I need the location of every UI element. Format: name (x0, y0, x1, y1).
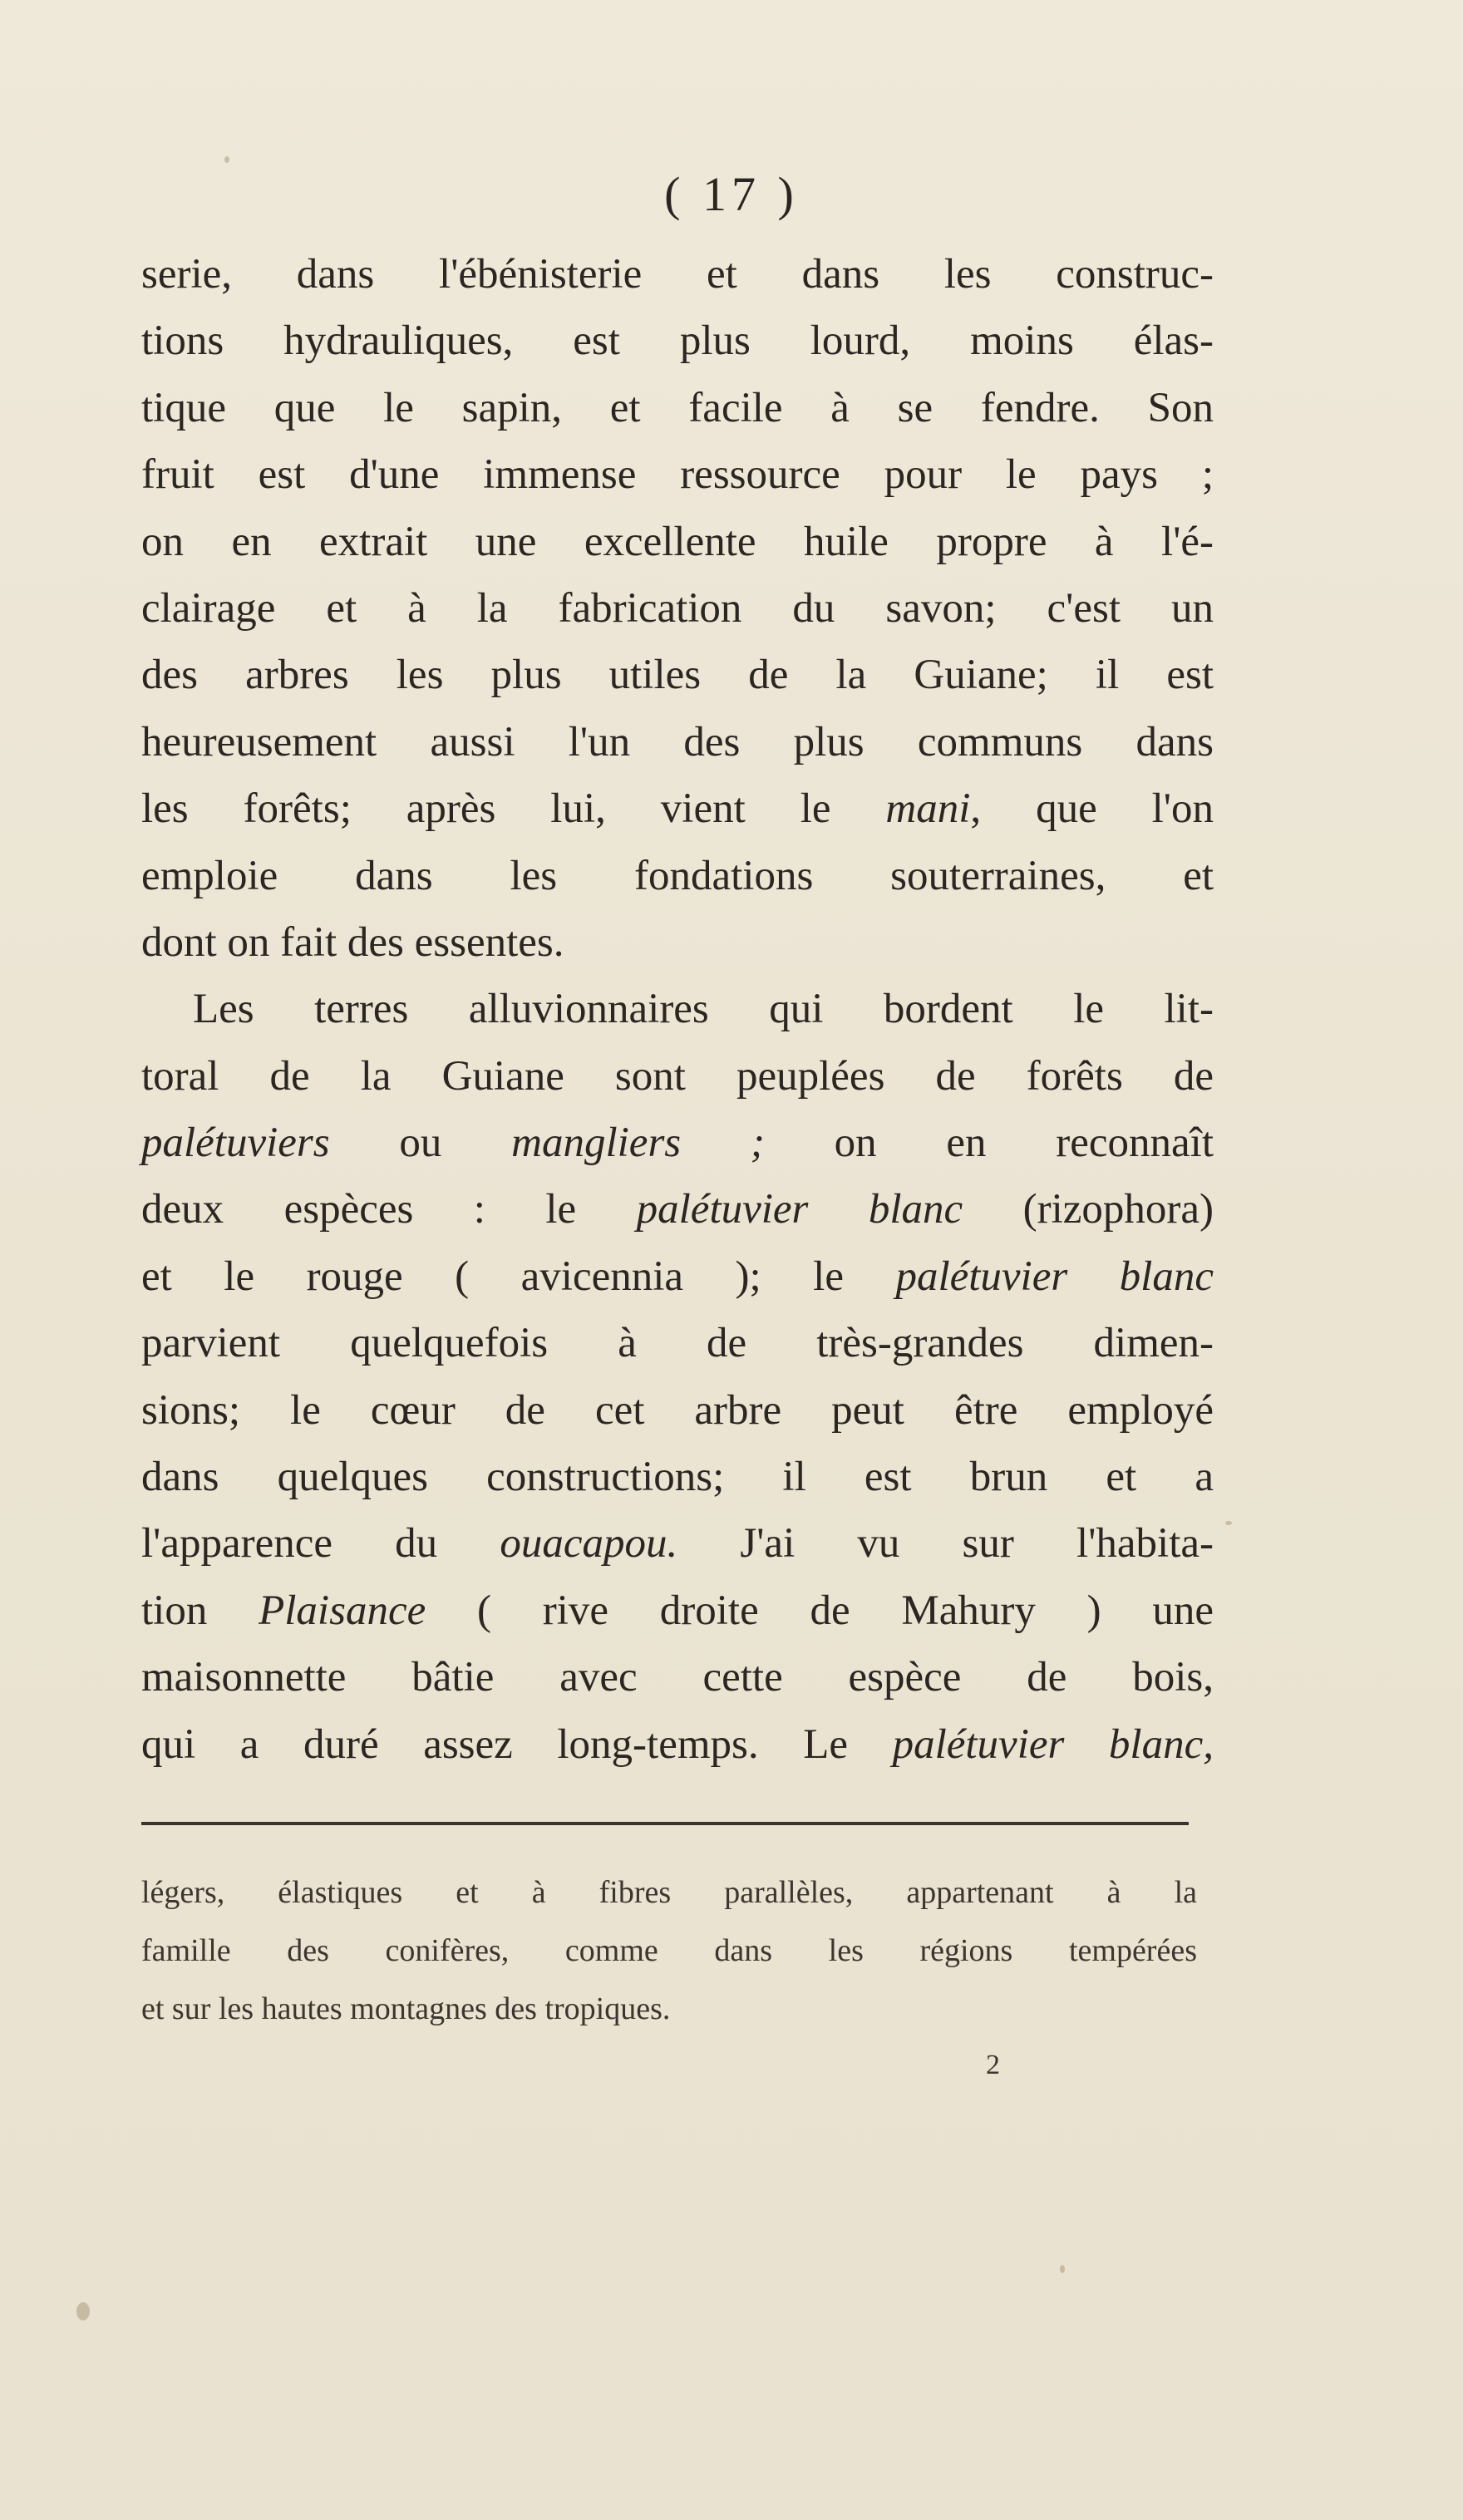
text-line: qui a duré assez long-temps. Le palétuvier blanc, (141, 1720, 1214, 1768)
text-line: palétuviers ou mangliers ; on en reconnaît (141, 1120, 1214, 1167)
page-number: ( 17 ) (664, 167, 799, 221)
text-line: parvient quelquefois à de très-grandes dimen- (141, 1320, 1214, 1367)
italic-term: palétuviers (141, 1120, 330, 1167)
signature-mark: 2 (986, 2050, 1000, 2080)
text-line: toral de la Guiane sont peuplées de forêts de (141, 1052, 1214, 1100)
text-line: on en extrait une excellente huile propre à l'é- (141, 518, 1214, 565)
text-line: clairage et à la fabrication du savon; c'est un (141, 584, 1214, 632)
text-line: deux espèces : le palétuvier blanc (rizophora) (141, 1186, 1214, 1233)
italic-term: palétuvier blanc (636, 1186, 963, 1233)
text-line: dont on fait des essentes. (141, 918, 564, 966)
italic-term: mani (885, 785, 971, 833)
footnote-divider (141, 1822, 1189, 1825)
text-line: emploie dans les fondations souterraines, et (141, 852, 1214, 899)
paper-speck (224, 156, 229, 163)
text-line: serie, dans l'ébénisterie et dans les construc- (141, 251, 1214, 298)
paper-speck (1225, 1521, 1232, 1525)
text-line: tion Plaisance ( rive droite de Mahury ) une (141, 1587, 1214, 1634)
text-line: l'apparence du ouacapou. J'ai vu sur l'habita- (141, 1520, 1214, 1568)
text-line: les forêts; après lui, vient le mani, que l'on (141, 785, 1214, 833)
text-line: et le rouge ( avicennia ); le palétuvier blanc (141, 1253, 1214, 1300)
italic-term: mangliers ; (511, 1120, 765, 1167)
text-line: fruit est d'une immense ressource pour le pays ; (141, 451, 1214, 499)
paper-speck (76, 2302, 90, 2321)
footnote-line: famille des conifères, comme dans les régions tempérées (141, 1933, 1197, 1968)
text-line: dans quelques constructions; il est brun et a (141, 1454, 1214, 1501)
text-line: tique que le sapin, et facile à se fendre. Son (141, 384, 1214, 431)
italic-term: ouacapou. (500, 1520, 678, 1568)
paper-speck (1060, 2265, 1065, 2273)
text-line: des arbres les plus utiles de la Guiane; il est (141, 652, 1214, 699)
text-line: Les terres alluvionnaires qui bordent le lit- (193, 986, 1214, 1033)
text-line: heureusement aussi l'un des plus communs dans (141, 718, 1214, 765)
italic-term: palétuvier blanc, (892, 1720, 1214, 1768)
body-text (141, 241, 1214, 1778)
text-line: sions; le cœur de cet arbre peut être employé (141, 1386, 1214, 1434)
footnote-line: et sur les hautes montagnes des tropiques. (141, 1991, 671, 2026)
italic-term: Plaisance (259, 1587, 426, 1634)
footnote-line: légers, élastiques et à fibres parallèles, appartenant à la (141, 1875, 1197, 1910)
text-line: maisonnette bâtie avec cette espèce de bois, (141, 1654, 1214, 1701)
text-line: tions hydrauliques, est plus lourd, moins élas- (141, 317, 1214, 365)
footnote (141, 1863, 1197, 2038)
italic-term: palétuvier blanc (895, 1253, 1214, 1300)
